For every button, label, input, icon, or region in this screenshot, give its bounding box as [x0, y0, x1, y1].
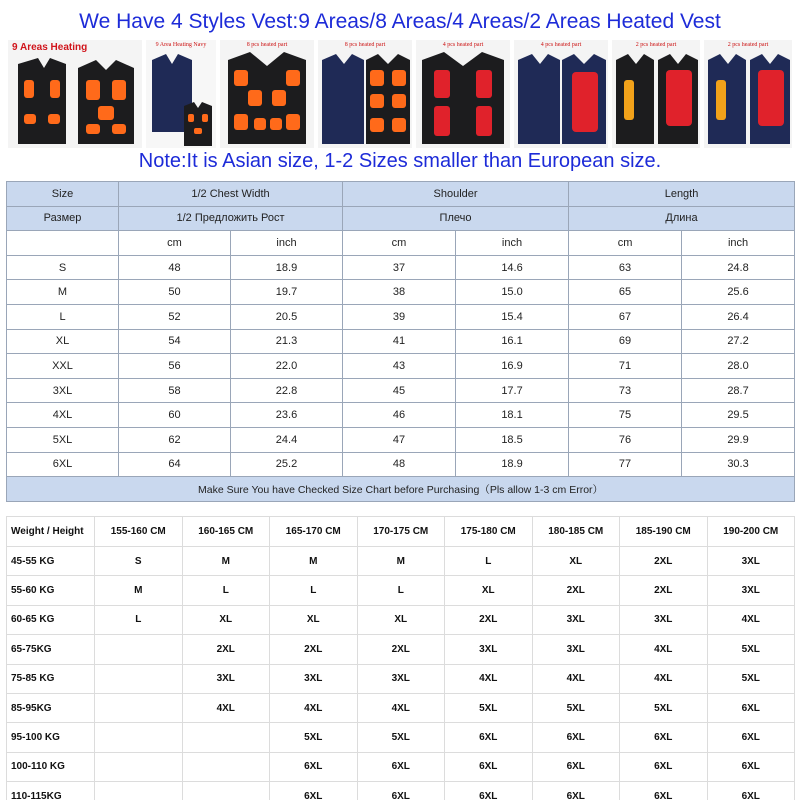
weight-row [7, 635, 795, 664]
vest-8-areas-navy-illustration [318, 40, 412, 148]
size-header-ru-row [7, 206, 795, 231]
weight-range-label: 65-75KG [7, 635, 95, 664]
recommended-size-cell: 6XL [532, 723, 620, 752]
photo-caption: 2 pcs heated part [727, 42, 769, 48]
recommended-size-cell: 6XL [620, 782, 708, 800]
photo-caption: 2 pcs heated part [635, 42, 677, 48]
shoulder-header-ru-cell: Плечо [343, 206, 569, 231]
vest-photo-9-areas [8, 40, 142, 148]
recommended-size-cell [182, 752, 270, 781]
measurement-cell: 71 [569, 354, 682, 379]
recommended-size-cell [182, 723, 270, 752]
measurement-cell: 54 [119, 329, 231, 354]
measurement-cell: 73 [569, 378, 682, 403]
recommended-size-cell: 5XL [620, 693, 708, 722]
size-row [7, 378, 795, 403]
unit-cell: inch [456, 231, 569, 256]
size-label-cell: S [7, 255, 119, 280]
measurement-cell: 28.0 [682, 354, 795, 379]
measurement-cell: 60 [119, 403, 231, 428]
recommended-size-cell: 6XL [357, 752, 445, 781]
recommended-size-cell: 6XL [445, 752, 533, 781]
recommended-size-cell: 6XL [357, 782, 445, 800]
measurement-cell: 19.7 [231, 280, 343, 305]
weight-height-corner: Weight / Height [7, 517, 95, 547]
measurement-cell: 24.8 [682, 255, 795, 280]
recommended-size-cell: M [182, 547, 270, 576]
recommended-size-cell: 2XL [532, 576, 620, 605]
measurement-cell: 41 [343, 329, 456, 354]
recommended-size-cell: 6XL [707, 693, 795, 722]
recommended-size-cell: 3XL [182, 664, 270, 693]
recommended-size-cell [95, 635, 183, 664]
recommended-size-cell: 4XL [707, 605, 795, 634]
measurement-cell: 18.5 [456, 427, 569, 452]
measurement-cell: 46 [343, 403, 456, 428]
recommended-size-cell: 3XL [707, 547, 795, 576]
recommended-size-cell: 4XL [620, 664, 708, 693]
recommended-size-cell [95, 752, 183, 781]
measurement-cell: 37 [343, 255, 456, 280]
unit-cell: cm [343, 231, 456, 256]
size-header-cell: Size [7, 182, 119, 207]
recommended-size-cell: XL [357, 605, 445, 634]
recommended-size-cell: M [95, 576, 183, 605]
recommended-size-cell [95, 782, 183, 800]
recommended-size-cell: 2XL [445, 605, 533, 634]
measurement-cell: 64 [119, 452, 231, 477]
recommended-size-cell: 6XL [532, 782, 620, 800]
weight-height-table [6, 516, 795, 800]
measurement-cell: 14.6 [456, 255, 569, 280]
vest-2-areas-navy-illustration [704, 40, 792, 148]
weight-range-label: 75-85 KG [7, 664, 95, 693]
measurement-cell: 18.9 [456, 452, 569, 477]
chest-header-ru-cell: 1/2 Предложить Рост [119, 206, 343, 231]
height-range-header: 165-170 CM [270, 517, 358, 547]
measurement-cell: 17.7 [456, 378, 569, 403]
product-photo-strip [8, 40, 792, 152]
vest-4-areas-navy-illustration [514, 40, 608, 148]
measurement-cell: 63 [569, 255, 682, 280]
height-range-header: 155-160 CM [95, 517, 183, 547]
size-label-cell: L [7, 304, 119, 329]
measurement-cell: 77 [569, 452, 682, 477]
recommended-size-cell: M [357, 547, 445, 576]
vest-8-areas-black-illustration [220, 40, 314, 148]
measurement-cell: 38 [343, 280, 456, 305]
recommended-size-cell: 5XL [532, 693, 620, 722]
recommended-size-cell: 6XL [707, 723, 795, 752]
recommended-size-cell: 3XL [445, 635, 533, 664]
weight-row [7, 723, 795, 752]
measurement-cell: 16.9 [456, 354, 569, 379]
measurement-cell: 22.8 [231, 378, 343, 403]
size-label-cell: M [7, 280, 119, 305]
weight-row [7, 576, 795, 605]
weight-row [7, 693, 795, 722]
size-row [7, 255, 795, 280]
unit-cell [7, 231, 119, 256]
recommended-size-cell: 6XL [707, 752, 795, 781]
length-header-ru-cell: Длина [569, 206, 795, 231]
recommended-size-cell: 4XL [532, 664, 620, 693]
recommended-size-cell: 5XL [445, 693, 533, 722]
recommended-size-cell: 6XL [270, 782, 358, 800]
size-label-cell: 6XL [7, 452, 119, 477]
vest-photo-9-areas-navy [146, 40, 216, 148]
recommended-size-cell: L [95, 605, 183, 634]
size-label-cell: 5XL [7, 427, 119, 452]
size-row [7, 354, 795, 379]
measurement-cell: 43 [343, 354, 456, 379]
recommended-size-cell: 6XL [620, 723, 708, 752]
recommended-size-cell: 5XL [707, 664, 795, 693]
measurement-cell: 25.6 [682, 280, 795, 305]
recommended-size-cell: 5XL [707, 635, 795, 664]
size-row [7, 452, 795, 477]
sizing-note: Note:It is Asian size, 1-2 Sizes smaller than European size. [138, 150, 662, 172]
size-footer-row [7, 477, 795, 502]
vest-4-areas-black-illustration [416, 40, 510, 148]
measurement-cell: 27.2 [682, 329, 795, 354]
recommended-size-cell: 6XL [620, 752, 708, 781]
measurement-cell: 23.6 [231, 403, 343, 428]
recommended-size-cell: L [357, 576, 445, 605]
size-row [7, 403, 795, 428]
measurement-cell: 20.5 [231, 304, 343, 329]
measurement-cell: 75 [569, 403, 682, 428]
vest-photo-2-areas-navy [704, 40, 792, 148]
size-label-cell: XXL [7, 354, 119, 379]
recommended-size-cell: 4XL [357, 693, 445, 722]
measurement-cell: 22.0 [231, 354, 343, 379]
weight-range-label: 60-65 KG [7, 605, 95, 634]
recommended-size-cell: XL [445, 576, 533, 605]
recommended-size-cell: L [445, 547, 533, 576]
measurement-cell: 45 [343, 378, 456, 403]
measurement-cell: 16.1 [456, 329, 569, 354]
measurement-cell: 50 [119, 280, 231, 305]
measurement-cell: 30.3 [682, 452, 795, 477]
recommended-size-cell: 4XL [445, 664, 533, 693]
measurement-cell: 65 [569, 280, 682, 305]
weight-range-label: 95-100 KG [7, 723, 95, 752]
recommended-size-cell: 6XL [707, 782, 795, 800]
measurement-cell: 24.4 [231, 427, 343, 452]
height-range-header: 180-185 CM [532, 517, 620, 547]
vest-2-areas-black-illustration [612, 40, 700, 148]
size-label-cell: 4XL [7, 403, 119, 428]
weight-range-label: 45-55 KG [7, 547, 95, 576]
unit-cell: cm [119, 231, 231, 256]
photo-caption: 4 pcs heated part [540, 42, 582, 48]
recommended-size-cell: 2XL [357, 635, 445, 664]
size-row [7, 304, 795, 329]
recommended-size-cell: 4XL [620, 635, 708, 664]
weight-range-label: 100-110 KG [7, 752, 95, 781]
recommended-size-cell: 4XL [182, 693, 270, 722]
height-range-header: 190-200 CM [707, 517, 795, 547]
recommended-size-cell: 6XL [270, 752, 358, 781]
recommended-size-cell [182, 782, 270, 800]
vest-photo-4-areas-navy [514, 40, 608, 148]
measurement-cell: 15.4 [456, 304, 569, 329]
vest-photo-2-areas-black [612, 40, 700, 148]
measurement-cell: 52 [119, 304, 231, 329]
measurement-cell: 62 [119, 427, 231, 452]
recommended-size-cell: 2XL [620, 547, 708, 576]
measurement-cell: 48 [343, 452, 456, 477]
weight-range-label: 85-95KG [7, 693, 95, 722]
size-label-cell: 3XL [7, 378, 119, 403]
shoulder-header-cell: Shoulder [343, 182, 569, 207]
photo-caption: 8 pcs heated part [344, 42, 386, 48]
weight-row [7, 752, 795, 781]
measurement-cell: 39 [343, 304, 456, 329]
photo-caption: 8 pcs heated part [246, 42, 288, 48]
recommended-size-cell: S [95, 547, 183, 576]
size-header-ru-cell: Размер [7, 206, 119, 231]
height-range-header: 170-175 CM [357, 517, 445, 547]
measurement-cell: 29.9 [682, 427, 795, 452]
recommended-size-cell: 5XL [270, 723, 358, 752]
size-chart-table [6, 181, 795, 502]
measurement-cell: 29.5 [682, 403, 795, 428]
measurement-cell: 58 [119, 378, 231, 403]
recommended-size-cell [95, 723, 183, 752]
recommended-size-cell: 3XL [532, 635, 620, 664]
measurement-cell: 15.0 [456, 280, 569, 305]
page-headline: We Have 4 Styles Vest:9 Areas/8 Areas/4 Areas/2 Areas Heated Vest [79, 10, 721, 33]
recommended-size-cell: 3XL [620, 605, 708, 634]
vest-9-areas-illustration [8, 40, 142, 148]
weight-range-label: 55-60 KG [7, 576, 95, 605]
recommended-size-cell: 2XL [270, 635, 358, 664]
recommended-size-cell [95, 693, 183, 722]
recommended-size-cell: 2XL [620, 576, 708, 605]
recommended-size-cell: 4XL [270, 693, 358, 722]
recommended-size-cell: 3XL [707, 576, 795, 605]
size-label-cell: XL [7, 329, 119, 354]
measurement-cell: 48 [119, 255, 231, 280]
recommended-size-cell: 3XL [357, 664, 445, 693]
size-row [7, 280, 795, 305]
vest-photo-8-areas-navy [318, 40, 412, 148]
recommended-size-cell: L [182, 576, 270, 605]
measurement-cell: 67 [569, 304, 682, 329]
photo-caption: 9 Areas Heating [12, 42, 88, 53]
weight-row [7, 547, 795, 576]
size-row [7, 329, 795, 354]
height-range-header: 185-190 CM [620, 517, 708, 547]
recommended-size-cell: 6XL [445, 782, 533, 800]
recommended-size-cell: M [270, 547, 358, 576]
vest-navy-illustration [146, 40, 216, 148]
recommended-size-cell [95, 664, 183, 693]
recommended-size-cell: 5XL [357, 723, 445, 752]
photo-caption: 9 Area Heating Navy [155, 42, 207, 48]
vest-photo-8-areas-black [220, 40, 314, 148]
measurement-cell: 18.9 [231, 255, 343, 280]
weight-height-header-row [7, 517, 795, 547]
size-header-en-row [7, 182, 795, 207]
weight-row [7, 782, 795, 800]
recommended-size-cell: 3XL [270, 664, 358, 693]
unit-cell: cm [569, 231, 682, 256]
height-range-header: 160-165 CM [182, 517, 270, 547]
measurement-cell: 21.3 [231, 329, 343, 354]
unit-cell: inch [231, 231, 343, 256]
recommended-size-cell: XL [270, 605, 358, 634]
chest-header-cell: 1/2 Chest Width [119, 182, 343, 207]
recommended-size-cell: 3XL [532, 605, 620, 634]
recommended-size-cell: L [270, 576, 358, 605]
weight-range-label: 110-115KG [7, 782, 95, 800]
recommended-size-cell: 6XL [445, 723, 533, 752]
vest-photo-4-areas-black [416, 40, 510, 148]
recommended-size-cell: XL [532, 547, 620, 576]
length-header-cell: Length [569, 182, 795, 207]
size-row [7, 427, 795, 452]
measurement-cell: 26.4 [682, 304, 795, 329]
recommended-size-cell: 2XL [182, 635, 270, 664]
weight-row [7, 664, 795, 693]
recommended-size-cell: 6XL [532, 752, 620, 781]
height-range-header: 175-180 CM [445, 517, 533, 547]
measurement-cell: 47 [343, 427, 456, 452]
recommended-size-cell: XL [182, 605, 270, 634]
measurement-cell: 56 [119, 354, 231, 379]
measurement-cell: 18.1 [456, 403, 569, 428]
measurement-cell: 28.7 [682, 378, 795, 403]
photo-caption: 4 pcs heated part [442, 42, 484, 48]
unit-cell: inch [682, 231, 795, 256]
units-row [7, 231, 795, 256]
measurement-cell: 25.2 [231, 452, 343, 477]
measurement-cell: 76 [569, 427, 682, 452]
measurement-cell: 69 [569, 329, 682, 354]
size-chart-disclaimer: Make Sure You have Checked Size Chart before Purchasing（Pls allow 1-3 cm Error） [7, 477, 795, 502]
weight-row [7, 605, 795, 634]
